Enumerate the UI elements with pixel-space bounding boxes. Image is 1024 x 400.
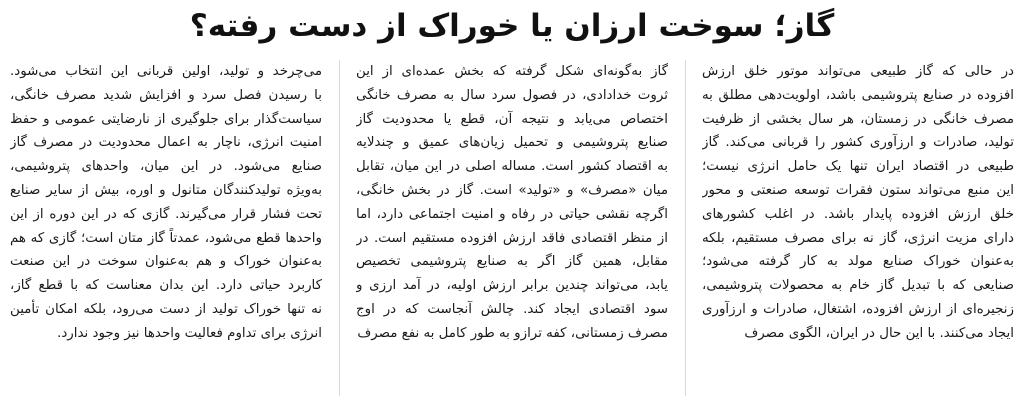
text-line: زنجیره‌ای از ارزش افزوده، اشتغال، صادرات و ارزآوری <box>702 301 1014 317</box>
article-body <box>10 60 1014 396</box>
text-line: سود اقتصادی ایجاد کند. چالش آنجاست که در اوج <box>356 301 668 317</box>
text-line: با رسیدن فصل سرد و افزایش شدید مصرف خانگی، <box>10 87 322 103</box>
text-line: صنایعی که با تبدیل گاز خام به محصولات پتروشیمی، <box>702 278 1014 294</box>
column-divider <box>339 60 340 396</box>
text-line: به‌عنوان خوراک و هم به‌عنوان سوخت در این صنعت <box>10 254 322 270</box>
text-line: ثروت خدادادی، در فصول سرد سال به مصرف خانگی <box>356 87 668 103</box>
text-line: به‌ویژه تولیدکنندگان متانول و اوره، بیش از سایر صنایع <box>10 182 322 198</box>
text-line: میان «مصرف» و «تولید» است. گاز در بخش خانگی، <box>356 182 668 198</box>
text-line: افزوده در صنایع پتروشیمی باشد، اولویت‌دهی مطلق به <box>702 87 1014 103</box>
text-line: اختصاص می‌یابد و نتیجه آن، قطع یا محدودیت گاز <box>356 111 668 127</box>
text-line: به‌عنوان خوراک صنایع مولد به کار گرفته می‌شود؛ <box>702 254 1014 270</box>
text-line: نه تنها خوراک تولید از دست می‌رود، بلکه امکان تأمین <box>10 301 322 317</box>
text-line: در حالی که گاز طبیعی می‌تواند موتور خلق ارزش <box>702 64 1014 79</box>
text-line: مصرف زمستانی، کفه ترازو به طور کامل به نفع مصرف <box>357 325 668 341</box>
text-line: یابد، می‌تواند چندین برابر ارزش اولیه، در آمد ارزی و <box>356 278 668 294</box>
text-line: ایجاد می‌کنند. با این حال در ایران، الگوی مصرف <box>744 325 1014 341</box>
text-line: تولید، صادرات و ارزآوری کشور را قربانی می‌کند. گاز <box>702 135 1014 151</box>
text-line: دارای مزیت انرژی، گاز نه برای مصرف مستقیم، بلکه <box>702 230 1014 246</box>
text-line: کاربرد حیاتی دارد. این بدان معناست که با قطع گاز، <box>10 278 322 294</box>
text-line: می‌چرخد و تولید، اولین قربانی این انتخاب می‌شود. <box>10 64 322 79</box>
text-line: از منظر اقتصادی فاقد ارزش افزوده مستقیم است. در <box>356 230 668 246</box>
text-column-right <box>702 60 1014 396</box>
text-line: صنایع پتروشیمی و تحمیل زیان‌های عمیق و چندلایه <box>356 135 668 151</box>
text-line: انرژی برای تداوم فعالیت واحدها نیز وجود ندارد. <box>57 325 322 341</box>
text-line: تحت فشار قرار می‌گیرند. گازی که در این دوره از این <box>10 206 322 222</box>
text-line: به اقتصاد کشور است. مساله اصلی در این میان، تقابل <box>356 159 668 175</box>
text-line: طبیعی در اقتصاد ایران تنها یک حامل انرژی نیست؛ <box>702 159 1014 175</box>
text-line: خلق ارزش افزوده پایدار باشد. در اغلب کشورهای <box>702 206 1014 222</box>
text-line: گاز به‌گونه‌ای شکل گرفته که بخش عمده‌ای از این <box>356 64 668 79</box>
text-line: صنایع می‌شود. در این میان، واحدهای پتروشیمی، <box>10 159 322 175</box>
text-line: امنیت انرژی، ناچار به اعمال محدودیت در مصرف گاز <box>10 135 322 151</box>
article-headline: گاز؛ سوخت ارزان یا خوراک از دست رفته؟ <box>189 8 835 44</box>
text-column-middle <box>356 60 668 396</box>
text-line: این منبع می‌تواند ستون فقرات توسعه صنعتی و محور <box>702 182 1014 198</box>
text-line: واحدها قطع می‌شود، عمدتاً گاز متان است؛ گازی که هم <box>10 230 322 246</box>
text-line: اگرچه نقشی حیاتی در رفاه و امنیت اجتماعی دارد، اما <box>356 206 668 222</box>
text-line: مصرف خانگی در زمستان، هر سال بخشی از ظرفیت <box>702 111 1014 127</box>
text-line: سیاست‌گذار برای جلوگیری از نارضایتی عمومی و حفظ <box>10 111 322 127</box>
text-column-left <box>10 60 322 396</box>
text-line: مقابل، همین گاز اگر به صنایع پتروشیمی تخصیص <box>356 254 668 270</box>
column-divider <box>685 60 686 396</box>
